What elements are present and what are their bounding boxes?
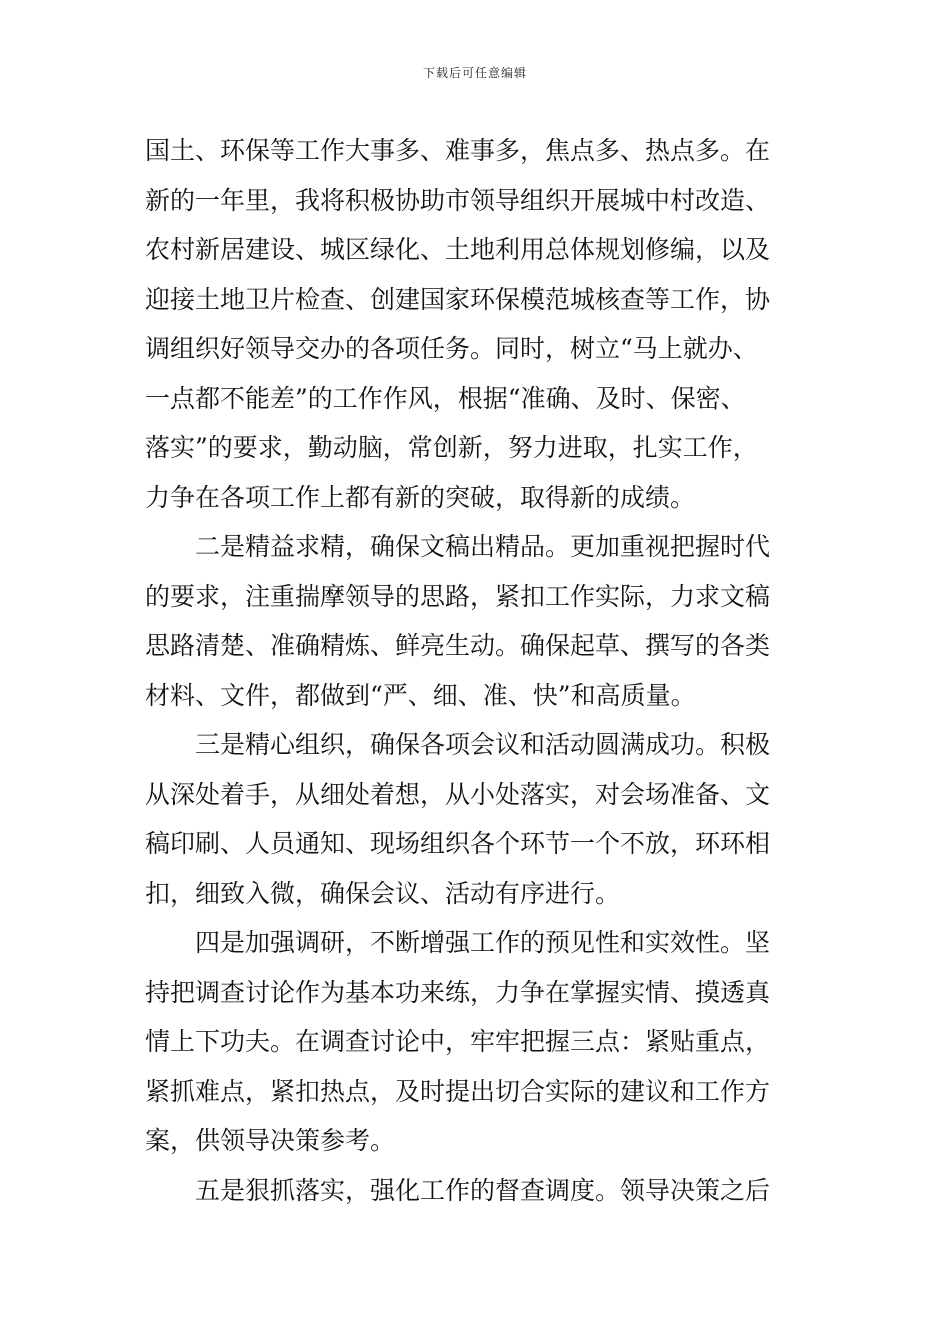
paragraph xyxy=(145,918,809,1166)
text-line: 的要求，注重揣摩领导的思路，紧扣工作实际，力求文稿 xyxy=(145,581,771,611)
text-line: 稿印刷、人员通知、现场组织各个环节一个不放，环环相 xyxy=(145,829,771,858)
text-line: 材料、文件，都做到“严、细、准、快”和高质量。 xyxy=(145,680,696,710)
text-line: 四是加强调研，不断增强工作的预见性和实效性。坚 xyxy=(195,928,771,957)
text-line: 农村新居建设、城区绿化、土地利用总体规划修编，以及 xyxy=(145,235,771,264)
text-line: 情上下功夫。在调查讨论中，牢牢把握三点：紧贴重点， xyxy=(145,1027,771,1056)
text-line: 调组织好领导交办的各项任务。同时，树立“马上就办、 xyxy=(145,334,758,363)
document-body xyxy=(145,126,809,1215)
text-line: 从深处着手，从细处着想，从小处落实，对会场准备、文 xyxy=(145,779,771,809)
text-line: 紧抓难点，紧扣热点，及时提出切合实际的建议和工作方 xyxy=(145,1076,771,1106)
paragraph xyxy=(145,1166,809,1216)
text-line: 一点都不能差”的工作作风，根据“准确、及时、保密、 xyxy=(145,383,746,413)
text-line: 国土、环保等工作大事多、难事多，焦点多、热点多。在 xyxy=(145,136,771,165)
text-line: 落实”的要求，勤动脑，常创新，努力进取，扎实工作， xyxy=(145,433,758,462)
paragraph xyxy=(145,126,809,522)
text-line: 迎接土地卫片检查、创建国家环保模范城核查等工作，协 xyxy=(145,284,771,314)
text-line: 思路清楚、准确精炼、鲜亮生动。确保起草、撰写的各类 xyxy=(145,631,771,660)
text-line: 二是精益求精，确保文稿出精品。更加重视把握时代 xyxy=(195,532,771,561)
page-header: 下载后可任意编辑 xyxy=(422,66,527,80)
text-line: 力争在各项工作上都有新的突破，取得新的成绩。 xyxy=(145,482,696,512)
text-line: 三是精心组织，确保各项会议和活动圆满成功。积极 xyxy=(195,730,771,759)
text-line: 五是狠抓落实，强化工作的督查调度。领导决策之后 xyxy=(195,1175,771,1205)
text-line: 新的一年里，我将积极协助市领导组织开展城中村改造、 xyxy=(145,185,771,215)
text-line: 扣，细致入微，确保会议、活动有序进行。 xyxy=(145,878,621,908)
paragraph xyxy=(145,522,809,720)
text-line: 案，供领导决策参考。 xyxy=(145,1126,396,1155)
paragraph xyxy=(145,720,809,918)
text-line: 持把调查讨论作为基本功来练，力争在掌握实情、摸透真 xyxy=(145,977,771,1007)
